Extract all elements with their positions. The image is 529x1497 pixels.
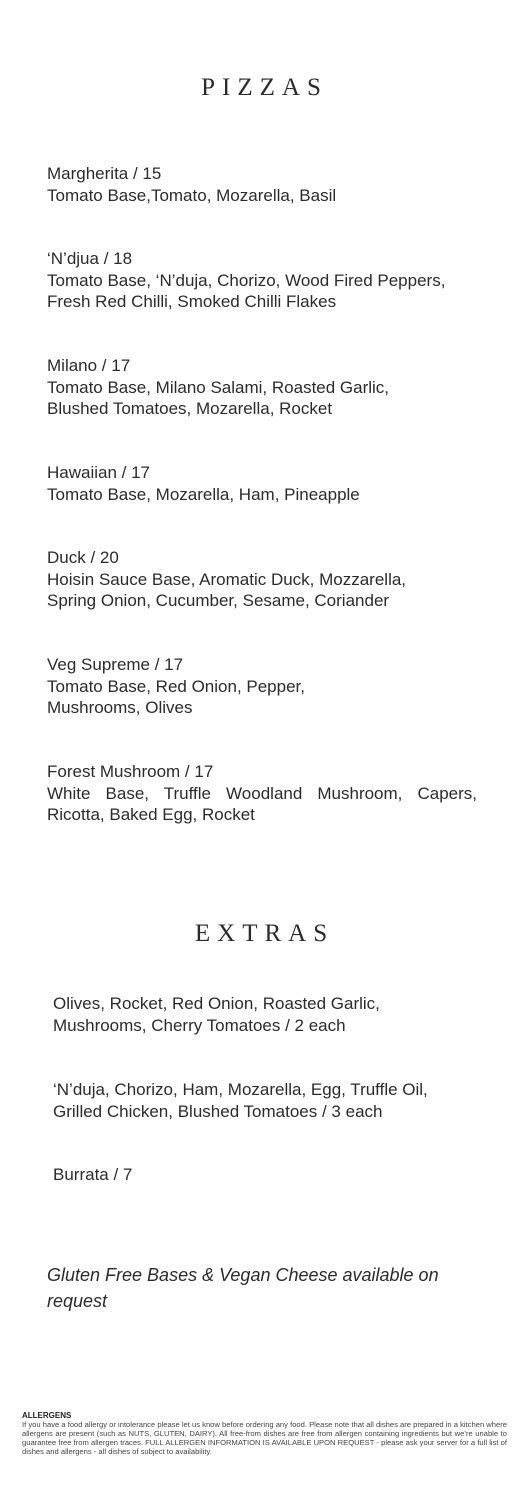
- menu-item-description: Hoisin Sauce Base, Aromatic Duck, Mozzarella, Spring Onion, Cucumber, Sesame, Coriander: [47, 569, 407, 610]
- extras-heading: EXTRAS: [194, 920, 335, 947]
- menu-item-margherita: [47, 163, 467, 206]
- allergen-text: If you have a food allergy or intolerance please let us know before ordering any food. Please note that all dishes are prepared in a kitchen where allergens are present (such as NUTS, GLUTEN, DAIRY). All free-from dishes are free from allergen containing ingredients but we’re unable to guarantee free from allergen traces. FULL ALLERGEN INFORMATION IS AVAILABLE UPON REQUEST - please ask your server for a full list of dishes and allergens - all dishes of subject to availability.: [22, 1420, 507, 1456]
- menu-item-veg-supreme: [47, 654, 357, 719]
- extras-item: Burrata / 7: [53, 1165, 133, 1184]
- menu-item-forest-mushroom: [47, 761, 477, 826]
- menu-item-name: Hawaiian / 17: [47, 463, 151, 482]
- menu-item-name: Veg Supreme / 17: [47, 655, 184, 674]
- menu-item-name: Margherita / 15: [47, 164, 162, 183]
- extras-item: Olives, Rocket, Red Onion, Roasted Garlic, Mushrooms, Cherry Tomatoes / 2 each: [53, 994, 380, 1035]
- menu-item-name: Duck / 20: [47, 548, 119, 567]
- menu-item-milano: [47, 355, 447, 420]
- allergen-heading: ALLERGENS: [22, 1411, 72, 1420]
- menu-item-name: ‘N’djua / 18: [47, 249, 133, 268]
- allergen-notice: [22, 1411, 507, 1456]
- menu-item-description: Tomato Base, Red Onion, Pepper, Mushrooms, Olives: [47, 676, 305, 717]
- menu-item-description: White Base, Truffle Woodland Mushroom, Capers, Ricotta, Baked Egg, Rocket: [47, 783, 477, 824]
- menu-item-description: Tomato Base, Milano Salami, Roasted Garlic, Blushed Tomatoes, Mozarella, Rocket: [47, 377, 390, 418]
- menu-item-description: Tomato Base, Mozarella, Ham, Pineapple: [47, 484, 360, 504]
- menu-item-hawaiian: [47, 462, 467, 505]
- menu-item-description: Tomato Base, ‘N’duja, Chorizo, Wood Fired Peppers, Fresh Red Chilli, Smoked Chilli Flakes: [47, 270, 446, 311]
- menu-item-description: Tomato Base,Tomato, Mozarella, Basil: [47, 185, 337, 205]
- menu-item-name: Forest Mushroom / 17: [47, 762, 214, 781]
- menu-item-duck: [47, 547, 447, 612]
- pizzas-heading: PIZZAS: [201, 74, 328, 101]
- menu-item-name: Milano / 17: [47, 356, 131, 375]
- menu-item-nduja: [47, 248, 467, 313]
- dietary-note: Gluten Free Bases & Vegan Cheese available on request: [47, 1265, 439, 1311]
- extras-item: ‘N’duja, Chorizo, Ham, Mozarella, Egg, Truffle Oil, Grilled Chicken, Blushed Tomatoes / 3 each: [53, 1080, 428, 1121]
